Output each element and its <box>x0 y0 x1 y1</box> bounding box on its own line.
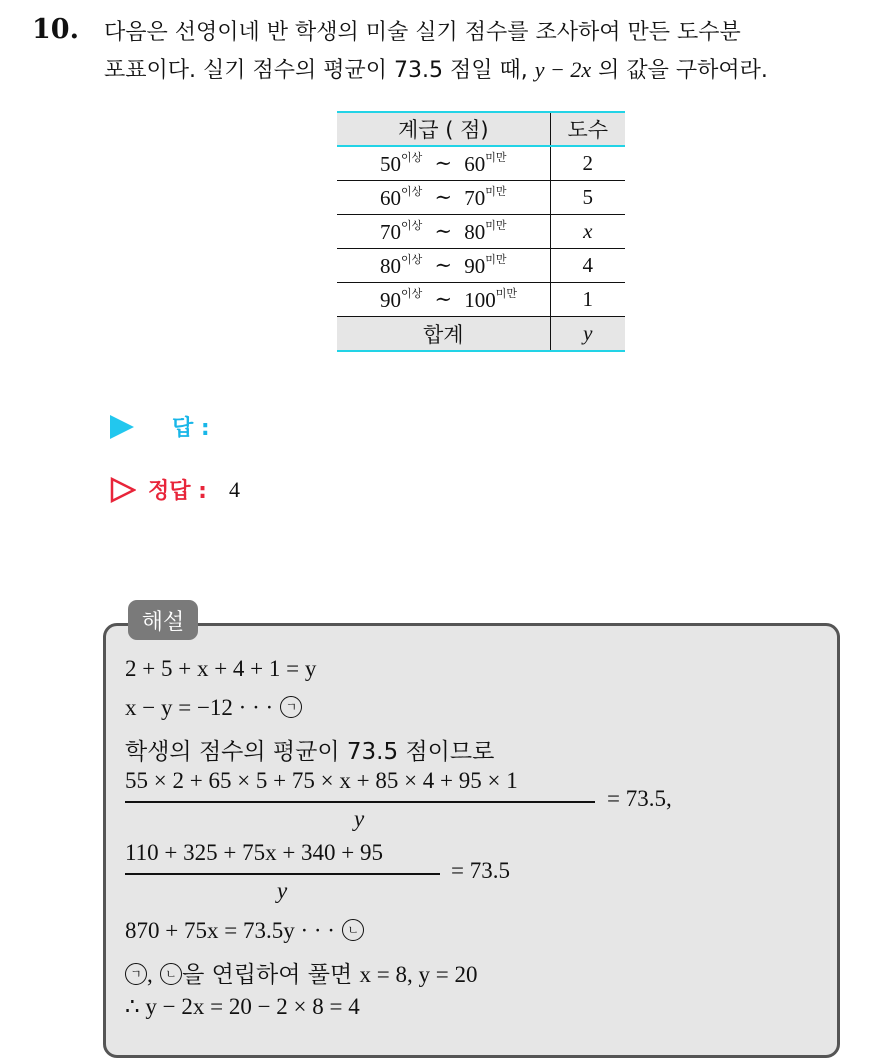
header-frequency: 도수 <box>550 112 625 146</box>
class-interval: $80^{이상}$ ∼ $90^{미만}$ <box>337 249 550 283</box>
frequency-value: 5 <box>550 181 625 215</box>
solution-line-1: 2 + 5 + x + 4 + 1 = y <box>125 656 317 681</box>
total-value: y <box>550 317 625 352</box>
table-row <box>337 283 625 317</box>
frequency-table <box>337 111 625 352</box>
fraction-2-denominator: y <box>277 878 288 903</box>
answer-row <box>110 411 210 442</box>
solution-line-3: 학생의 점수의 평균이 73.5 점이므로 <box>125 739 495 765</box>
fraction-2-numerator: 110 + 325 + 75x + 340 + 95 <box>125 840 384 865</box>
play-triangle-icon <box>110 415 134 439</box>
solution-tab: 해설 <box>128 600 198 640</box>
question-line-1: 다음은 선영이네 반 학생의 미술 실기 점수를 조사하여 만든 도수분 <box>104 20 741 45</box>
solution-line-4: 870 + 75x = 73.5y · · · ㄴ <box>125 918 364 944</box>
total-label: 합계 <box>337 317 550 352</box>
solution-line-5: ㄱ , ㄴ 을 연립하여 풀면 x = 8, y = 20 <box>125 956 477 989</box>
answer-label: 답 : <box>172 416 210 441</box>
table-row <box>337 146 625 181</box>
solution-line-2: x − y = −12 · · · ㄱ <box>125 695 302 721</box>
class-interval: $90^{이상}$ ∼ $100^{미만}$ <box>337 283 550 317</box>
class-interval: $50^{이상}$ ∼ $60^{미만}$ <box>337 146 550 181</box>
outline-triangle-icon <box>110 477 136 503</box>
fraction-1-denominator: y <box>354 806 365 831</box>
circled-mark-2-ref: ㄴ <box>160 963 182 985</box>
frequency-value: 4 <box>550 249 625 283</box>
frequency-value: x <box>550 215 625 249</box>
question-text <box>104 14 874 89</box>
question-expression: y − 2x <box>534 57 592 82</box>
class-interval: $70^{이상}$ ∼ $80^{미만}$ <box>337 215 550 249</box>
table-row <box>337 249 625 283</box>
circled-mark-1: ㄱ <box>280 696 302 718</box>
table-row <box>337 181 625 215</box>
fraction-2-bar <box>125 873 440 875</box>
frequency-value: 2 <box>550 146 625 181</box>
question-line-2: 포표이다. 실기 점수의 평균이 73.5 점일 때, y − 2x 의 값을 구하여라. <box>104 57 768 83</box>
table-row <box>337 215 625 249</box>
correct-answer-label: 정답 : <box>148 479 207 504</box>
correct-answer-row <box>110 474 240 505</box>
circled-mark-1-ref: ㄱ <box>125 963 147 985</box>
solution-line-6: ∴ y − 2x = 20 − 2 × 8 = 4 <box>125 994 360 1019</box>
fraction-1-rhs: = 73.5, <box>607 786 672 811</box>
question-number: 10. <box>32 14 79 45</box>
circled-mark-2: ㄴ <box>342 919 364 941</box>
fraction-1-bar <box>125 801 595 803</box>
correct-answer-value: 4 <box>228 476 240 502</box>
fraction-2-rhs: = 73.5 <box>451 858 510 883</box>
fraction-1-numerator: 55 × 2 + 65 × 5 + 75 × x + 85 × 4 + 95 × 1 <box>125 768 518 793</box>
frequency-value: 1 <box>550 283 625 317</box>
total-row <box>337 317 625 352</box>
class-interval: $60^{이상}$ ∼ $70^{미만}$ <box>337 181 550 215</box>
header-class: 계급 ( 점) <box>337 112 550 146</box>
